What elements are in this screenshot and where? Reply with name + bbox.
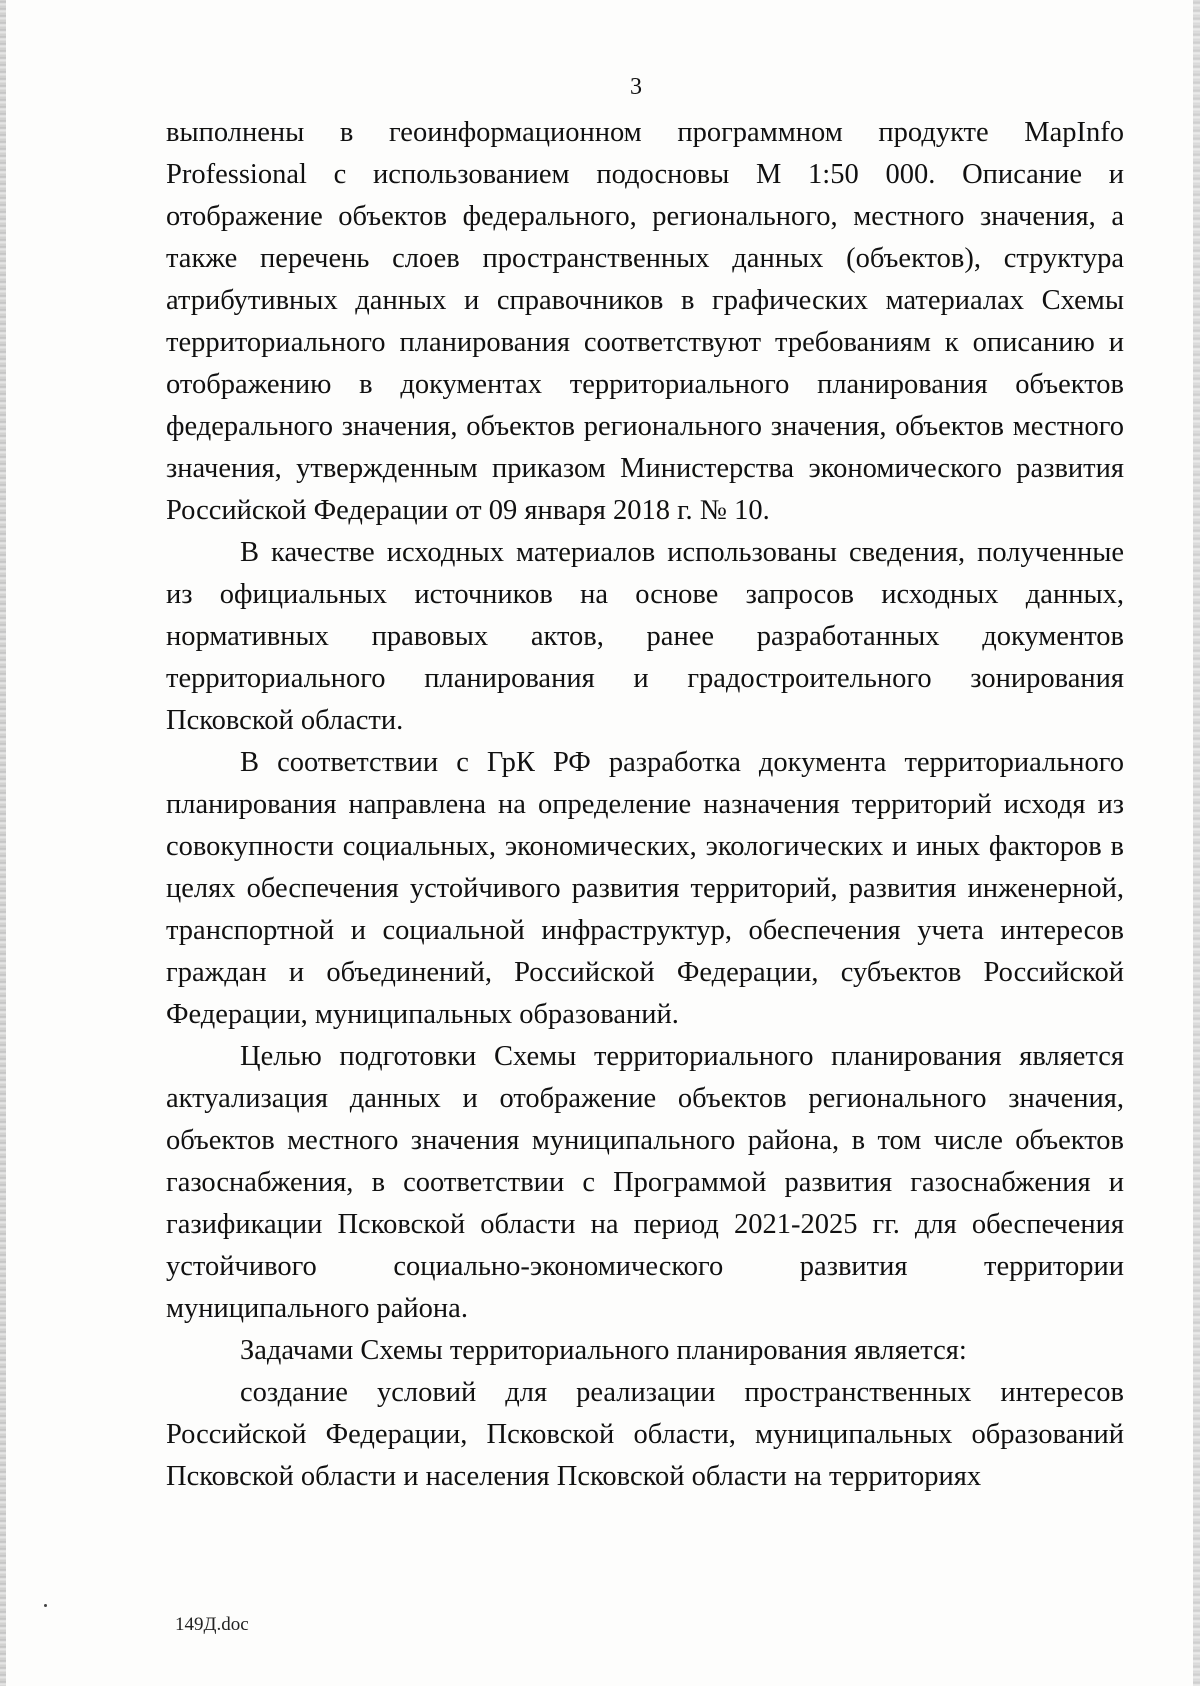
scan-speck — [44, 1604, 47, 1607]
footer-filename: 149Д.doc — [175, 1614, 249, 1635]
paragraph-grk-rf: В соответствии с ГрК РФ разработка документа территориального планирования направлена на определение назначения территорий исходя из совокупности социальных, экономических, экологических и иных факторов в целях обеспечения устойчивого развития территорий, развития инженерной, транспортной и социальной инфраструктур, обеспечения учета интересов граждан и объединений, Российской Федерации, субъектов Российской Федерации, муниципальных образований. — [166, 747, 1124, 1030]
paragraph-task-item: создание условий для реализации пространственных интересов Российской Федерации, Псковской области, муниципальных образований Псковской области и населения Псковской области на территориях — [166, 1377, 1124, 1492]
paragraph-tasks-heading: Задачами Схемы территориального планирования является: — [240, 1335, 967, 1366]
document-body — [166, 112, 1124, 1498]
scan-edge-right — [1193, 0, 1200, 1686]
page-number: 3 — [630, 74, 642, 100]
paragraph-continuation: выполнены в геоинформационном программном продукте MapInfo Professional с использованием подосновы М 1:50 000. Описание и отображение объектов федерального, регионального, местного значения, а также перечень слоев пространственных данных (объектов), структура атрибутивных данных и справочников в графических материалах Схемы территориального планирования соответствуют требованиям к описанию и отображению в документах территориального планирования объектов федерального значения, объектов регионального значения, объектов местного значения, утвержденным приказом Министерства экономического развития Российской Федерации от 09 января 2018 г. № 10. — [166, 117, 1124, 526]
paragraph-goal: Целью подготовки Схемы территориального планирования является актуализация данных и отображение объектов регионального значения, объектов местного значения муниципального района, в том числе объектов газоснабжения, в соответствии с Программой развития газоснабжения и газификации Псковской области на период 2021-2025 гг. для обеспечения устойчивого социально-экономического развития территории муниципального района. — [166, 1041, 1124, 1324]
scan-edge-left — [0, 0, 6, 1686]
paragraph-source-materials: В качестве исходных материалов использованы сведения, полученные из официальных источников на основе запросов исходных данных, нормативных правовых актов, ранее разработанных документов территориального планирования и градостроительного зонирования Псковской области. — [166, 537, 1124, 736]
